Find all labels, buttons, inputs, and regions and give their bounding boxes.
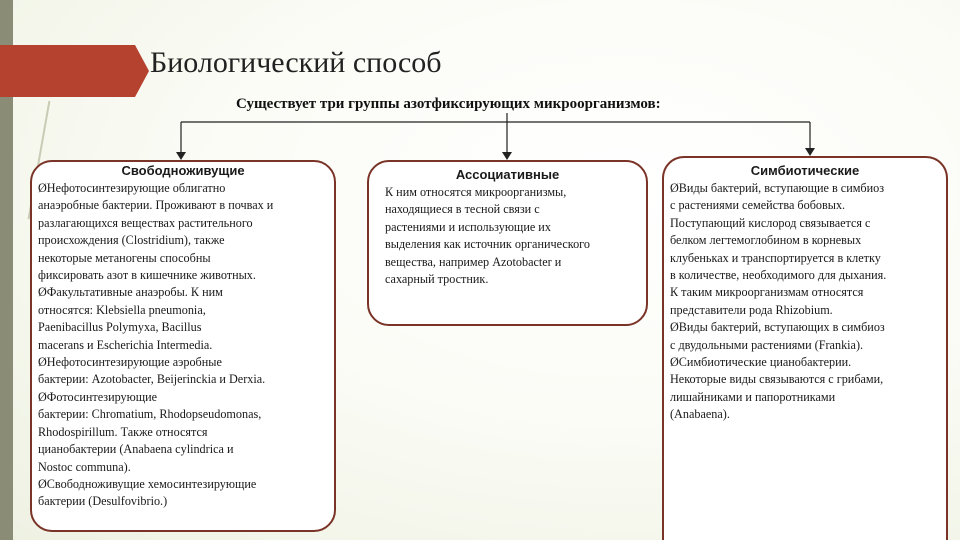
text-line: ØНефотосинтезирующие облигатно <box>38 181 226 195</box>
text-line: ØСвободноживущие хемосинтезирующие <box>38 476 257 491</box>
text-line: К таким микроорганизмам относятся <box>670 285 864 300</box>
text-line: находящиеся в тесной связи с <box>385 202 540 217</box>
text-line: происхождения (Clostridium), также <box>38 233 225 248</box>
text-line: сахарный тростник. <box>385 272 489 287</box>
text-line: в количестве, необходимого для дыхания. <box>670 268 887 283</box>
text-line: Paenibacillus Polymyxa, Bacillus <box>38 320 202 335</box>
text-line: macerans и Escherichia Intermedia. <box>38 337 213 352</box>
group-text-free-living <box>38 180 328 511</box>
page-title: Биологический способ <box>150 46 442 79</box>
text-line: выделения как источник органического <box>385 237 590 252</box>
text-line: Некоторые виды связываются с грибами, <box>670 372 884 387</box>
text-line: лишайниками и папоротниками <box>670 389 836 404</box>
text-line: анаэробные бактерии. Проживают в почвах и <box>38 198 274 213</box>
text-line: с растениями семейства бобовых. <box>670 198 846 213</box>
text-line: Nostoc communa). <box>38 459 131 474</box>
text-line: Поступающий кислород связывается с <box>670 215 871 230</box>
text-line: белком легтемоглобином в корневых <box>670 233 862 248</box>
text-line: К ним относятся микроорганизмы, <box>385 185 567 199</box>
group-box-free-living <box>30 160 336 532</box>
text-line: некоторые метаногены способны <box>38 250 211 265</box>
group-box-symbiotic <box>662 156 948 540</box>
text-line: Rhodospirillum. Также относятся <box>38 424 208 439</box>
text-line: (Anabaena). <box>670 407 730 422</box>
group-heading-associative: Ассоциативные <box>455 167 560 182</box>
text-line: клубеньках и транспортируется в клетку <box>670 250 881 265</box>
text-line: бактерии: Chromatium, Rhodopseudomonas, <box>38 407 262 422</box>
text-line: растениями и использующие их <box>385 219 551 234</box>
group-heading-symbiotic: Симбиотические <box>750 163 860 178</box>
text-line: с двудольными растениями (Frankia). <box>670 337 864 352</box>
text-line: ØНефотосинтезирующие аэробные <box>38 355 222 370</box>
text-line: фиксировать азот в кишечнике животных. <box>38 268 256 283</box>
arrow-free <box>176 152 186 160</box>
text-line: ØФакультативные анаэробы. К ним <box>38 285 223 300</box>
text-line: относятся: Klebsiella pneumonia, <box>38 302 206 317</box>
text-line: разлагающихся веществах растительного <box>38 215 253 230</box>
group-text-associative <box>375 184 640 288</box>
text-line: ØФотосинтезирующие <box>38 389 158 404</box>
text-line: бактерии: Azotobacter, Beijerinckia и Derxia. <box>38 372 266 387</box>
page-subtitle: Существует три группы азотфиксирующих микроорганизмов: <box>236 96 661 112</box>
group-heading-free-living: Свободноживущие <box>121 163 245 178</box>
arrow-symb <box>805 148 815 156</box>
arrow-assoc <box>502 152 512 160</box>
text-line: представители рода Rhizobium. <box>670 302 833 317</box>
group-box-associative <box>367 160 648 326</box>
group-text-symbiotic <box>670 180 940 424</box>
text-line: бактерии (Desulfovibrio.) <box>38 494 168 509</box>
text-line: ØСимбиотические цианобактерии. <box>670 355 852 370</box>
text-line: цианобактерии (Anabaena cylindrica и <box>38 442 234 457</box>
text-line: вещества, например Azotobacter и <box>385 254 562 269</box>
text-line: ØВиды бактерий, вступающие в симбиоз <box>670 181 885 195</box>
text-line: ØВиды бактерий, вступающих в симбиоз <box>670 320 885 335</box>
